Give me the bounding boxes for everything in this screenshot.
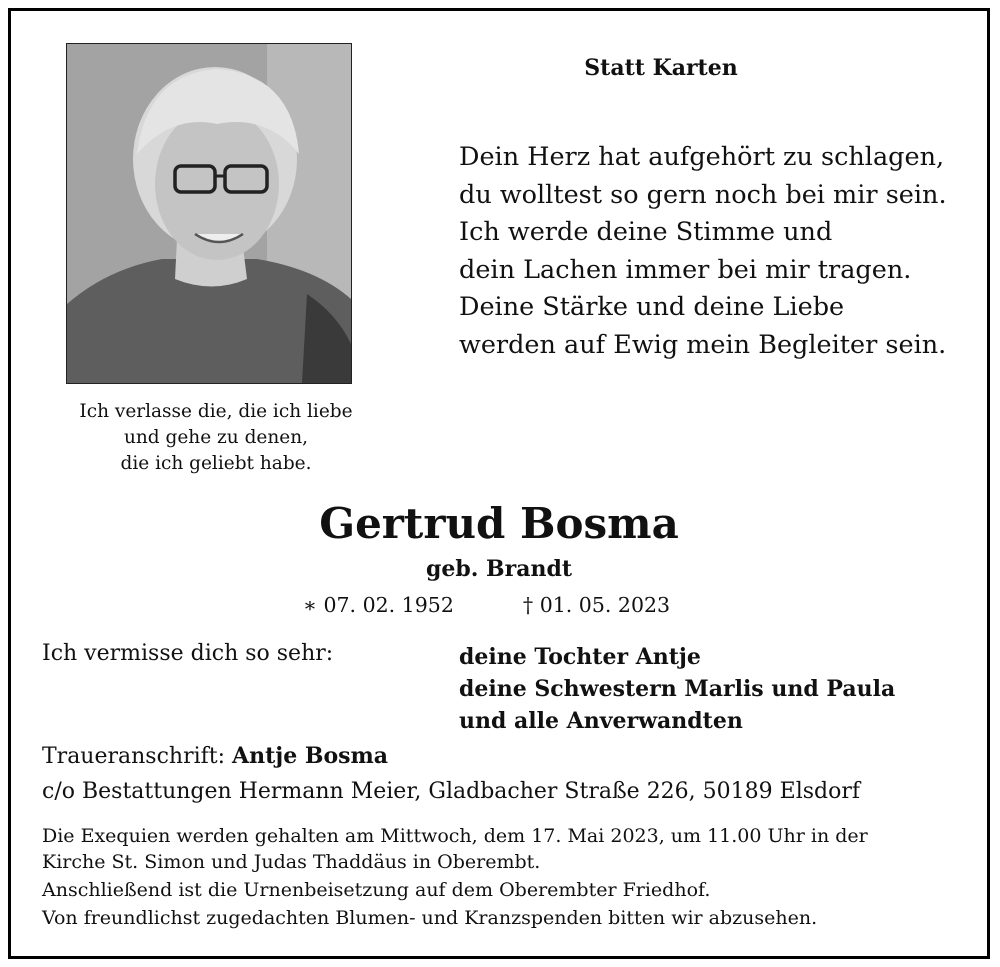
family-line: deine Schwestern Marlis und Paula (459, 676, 896, 702)
info-line: Kirche St. Simon und Judas Thaddäus in Oberembt. (42, 851, 541, 873)
birth-date: ∗ 07. 02. 1952 (303, 593, 454, 617)
death-date: † 01. 05. 2023 (522, 593, 671, 617)
mourning-address-label (42, 743, 388, 769)
contact-name: Antje Bosma (232, 743, 389, 769)
life-dates (303, 593, 670, 617)
poem (459, 139, 947, 364)
statt-karten-heading: Statt Karten (584, 55, 738, 81)
poem-line: dein Lachen immer bei mir tragen. (459, 254, 912, 285)
info-line: Von freundlichst zugedachten Blumen- und Kranzspenden bitten wir abzusehen. (42, 907, 818, 929)
portrait-caption (31, 399, 401, 477)
postal-address: c/o Bestattungen Hermann Meier, Gladbacher Straße 226, 50189 Elsdorf (42, 779, 861, 804)
poem-line: Ich werde deine Stimme und (459, 217, 833, 247)
family-line: und alle Anverwandten (459, 708, 743, 734)
poem-line: werden auf Ewig mein Begleiter sein. (459, 329, 947, 360)
caption-line: die ich geliebt habe. (120, 453, 312, 474)
portrait-illustration (67, 44, 351, 383)
caption-line: und gehe zu denen, (123, 427, 309, 448)
info-line: Anschließend ist die Urnenbeisetzung auf dem Oberembter Friedhof. (42, 879, 711, 901)
info-line: Die Exequien werden gehalten am Mittwoch, dem 17. Mai 2023, um 11.00 Uhr in der (42, 825, 868, 847)
poem-line: Deine Stärke und deine Liebe (459, 292, 845, 322)
poem-line: Dein Herz hat aufgehört zu schlagen, (459, 142, 945, 172)
family-list (459, 641, 895, 737)
address-label: Traueranschrift: (42, 744, 226, 769)
service-info (42, 823, 972, 931)
caption-line: Ich verlasse die, die ich liebe (79, 401, 353, 422)
portrait-photo (66, 43, 352, 384)
birth-name: geb. Brandt (425, 556, 573, 582)
deceased-name: Gertrud Bosma (319, 499, 679, 548)
obituary-notice (8, 8, 990, 959)
mourning-message: Ich vermisse dich so sehr: (42, 641, 334, 666)
family-line: deine Tochter Antje (459, 644, 701, 670)
poem-line: du wolltest so gern noch bei mir sein. (459, 179, 947, 210)
